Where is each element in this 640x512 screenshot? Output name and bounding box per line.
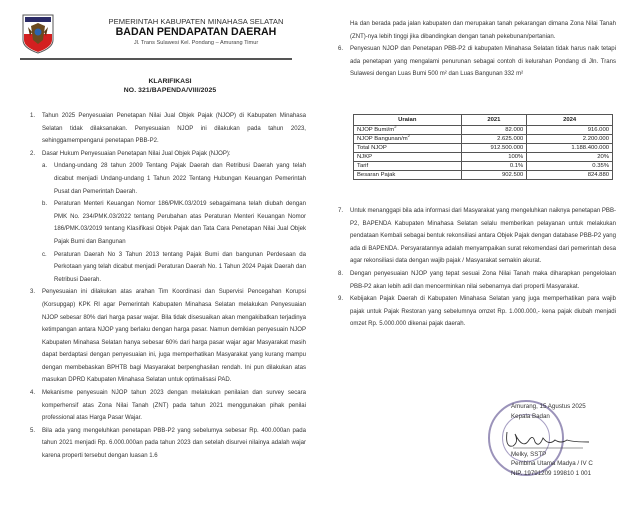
item-text: Penyesuaian ini dilakukan atas arahan Tim Koordinasi dan Supervisi Pencegahan Korupsi (Korsupgap) KPK RI agar Pemerintah Kabupaten Minahasa Selatan melakukan Penyesuaian NJOP sebesar 80% dari harga pasar wajar. Bila tidak disesuaikan akan mengakibatkan terjadinya ketimpangan antara NJOP yang berlaku dengan harga pasar. Namun demikian penyesuain NJOP Kabupaten Minahasa Selatan hanya sebesar 60% dari harga pasar wajar agar Masyarakat masih dapat berdaptasi dengan penyesuaian ini, juga memperhatikan Masyarakat yang kurang mampu dengan membebaskan BPHTB bagi Masyarakat berpenghasilan rendah. Ini pun dilakukan atas masukan DPRD Kabupaten Minahasa Selatan untuk optimalisasi PAD. [42,289,306,384]
value-2024: 1.188.400.000 [527,144,613,153]
row-label: Total NJOP [354,144,462,153]
list-item-5 [30,425,306,463]
list-item-6 [338,43,616,81]
value-2024: 0.35% [527,162,613,171]
column-header-uraian: Uraian [354,115,462,126]
value-2024: 916.000 [527,126,613,135]
agency-address: Jl. Trans Sulawesi Kel. Pondang – Amurang Timur [133,40,259,46]
row-label: NJOP Bumi/$m^2$ [354,126,462,135]
list-item-8 [338,268,616,293]
signatory-name: Melky, SSTP [511,450,547,458]
item-number: 8. [338,270,344,277]
row-label: Besaran Pajak [354,171,462,180]
subitem-letter: c. [42,251,47,258]
row-label: NJOP Bangunan/$m^2$ [354,135,462,144]
list-item-7 [338,205,616,268]
document-number: NO. 321/BAPENDA/VIII/2025 [123,87,217,94]
list-item-4 [30,387,306,425]
column-header-2024: 2024 [527,115,613,126]
signatory-position: Kepala Badan [511,412,550,420]
table-row [354,126,613,135]
table-row [354,144,613,153]
table-row [354,162,613,171]
row-label: NJKP [354,153,462,162]
subitem-text: Peraturan Daerah No 3 Tahun 2013 tentang Pajak Bumi dan bangunan Perdesaan da Perkotaan yang telah dicabut menjadi Peraturan Daerah No. 1 Tahun 2024 Pajak Daerah dan Retribusi Daerah. [54,251,306,283]
value-2021: 912.500.000 [461,144,527,153]
column-header-2021: 2021 [461,115,527,126]
list-item-2 [30,148,306,161]
table-row [354,171,613,180]
signatory-rank: Pembina Utama Madya / IV C [511,460,593,468]
clarification-list-right-bottom [338,205,616,331]
table-row [354,153,613,162]
item-text: Untuk menanggapi bila ada informasi dari Masyarakat yang mengeluhkan naiknya penetapan PBB-P2, BAPENDA Kabupaten Minahasa Selatan selalu memberikan pelayanan untuk melakukan pendataan Kembali sebagai bentuk rekonsiliasi antara Objek Pajak dengan database PBB-P2 yang ada di BAPENDA. Persyaratannya adalah menyampaikan surat rekomendasi dari pemerintah desa agar rekonsiliasi data dengan wajib pajak / Masyarakat semakin akurat. [350,208,616,265]
place-date: Amurang, 15 Agustus 2025 [511,403,586,410]
subitem-letter: b. [42,201,48,208]
signature-space [511,422,593,450]
regency-emblem-icon [22,14,54,54]
subitem-text: Peraturan Menteri Keuangan Nomor 186/PMK.03/2019 sebagaimana telah diubah dengan PMK No. 234/PMK.03/2022 tentang Perubahan atas Peraturan Menteri Keuangan Nomor 186/PMK.03/2019 tentang Klasifikasi Objek Pajak dan Tata Cara Penetapan Nilai Jual Objek Pajak Bumi dan Bangunan [54,201,306,245]
letterhead-divider [20,58,292,60]
item-text: Dengan penyesuaian NJOP yang tepat sesuai Zona Nilai Tanah maka diharapkan pengelolaan PBB-P2 akan lebih adil dan mencerminkan nilai sebenarnya dari properti Masyarakat. [350,270,616,290]
list-item-1 [30,110,306,148]
table-row [354,135,613,144]
value-2024: 2.200.000 [527,135,613,144]
value-2021: 2.625.000 [461,135,527,144]
item-number: 9. [338,296,344,303]
document-title: KLARIFIKASI [148,78,192,85]
list-subitem-2b [30,198,306,248]
list-subitem-2a [30,160,306,198]
item-number: 4. [30,390,36,397]
item-text: Mekanisme penyesuain NJOP tahun 2023 dengan melakukan penilaian dan survey secara komperhensif atas Zona Nilai Tanah (ZNT) pada tahun 2021 menggunakan pihak penilai professional atas Harga Pasar Wajar. [42,390,306,422]
item-text: Dasar Hukum Penyesuaian Penetapan Nilai Jual Objek Pajak (NJOP): [42,150,231,157]
item-number: 3. [30,289,36,296]
tax-comparison-table [353,114,613,180]
item-number: 7. [338,208,344,214]
item-text: Tahun 2025 Penyesuaian Penetapan Nilai Jual Objek Pajak (NJOP) di Kabupaten Minahasa Selatan tidak dilaksanakan. Penyesuaian NJOP ini dilakukan pada tahun 2023, sehinggamempengarui penetapan PBB-P2. [42,113,306,145]
list-item-9 [338,293,616,331]
item-text: Kebijakan Pajak Daerah di Kabupaten Minahasa Selatan yang juga memperhatikan para wajib pajak untuk Pajak Restoran yang sebelumnya omzet Rp. 1.000.000,- kena pajak diubah menjadi omzet Rp. 5.000.000 dikenai pajak daerah. [350,296,616,328]
subitem-text: Undang-undang 28 tahun 2009 Tentang Pajak Daerah dan Retribusi Daerah yang telah dicabut menjadi Undang-undang 1 Tahun 2022 Tentang Hubungan Keuangan Pemerintah Pusat dan Pemerintah Daerah. [54,163,306,195]
clarification-list-right-top [338,18,616,81]
item-text: Ha dan berada pada jalan kabupaten dan merupakan tanah pekarangan dimana Zona Nilai Tanah (ZNT)-nya lebih tinggi jika dibandingkan dengan tanah pekebunan/pertanian. [350,21,616,40]
list-item-5-continued [338,18,616,43]
item-number: 1. [30,113,36,119]
item-number: 2. [30,150,36,157]
government-name: PEMERINTAH KABUPATEN MINAHASA SELATAN [108,17,284,26]
item-text: Bila ada yang mengeluhkan penetapan PBB-P2 yang sebelumya sebesar Rp. 400.000an pada tahun 2021 menjadi Rp. 6.000.000an pada tahun 2023 dan setelah disurvei nilainya adalah wajar karena properti tersebut dengan luasan 1.6 [42,427,306,460]
list-item-3 [30,286,306,387]
item-number: 6. [338,46,344,53]
signatory-nip: NIP. 19791209 199810 1 001 [511,470,592,478]
value-2021: 100% [461,153,527,162]
value-2021: 0.1% [461,162,527,171]
value-2024: 824.880 [527,171,613,180]
signature-block [511,402,593,479]
table-header-row [354,115,613,126]
list-subitem-2c [30,249,306,287]
item-text: Penyesuan NJOP dan Penetapan PBB-P2 di kabupaten Minahasa Selatan tidak harus naik tetapi ada penetapan yang mengalami penurunan sebagai contoh di kelurahan Pondang di Jln. Trans Sulawesi dengan Luas Bumi 500 m² dan Luas Bangunan 332 m² [350,46,616,78]
value-2021: 902.500 [461,171,527,180]
subitem-letter: a. [42,163,48,170]
value-2024: 20% [527,153,613,162]
clarification-list-left [30,110,306,463]
value-2021: 82.000 [461,126,527,135]
item-number: 5. [30,427,36,434]
row-label: Tarif [354,162,462,171]
agency-name: BADAN PENDAPATAN DAERAH [115,26,277,38]
